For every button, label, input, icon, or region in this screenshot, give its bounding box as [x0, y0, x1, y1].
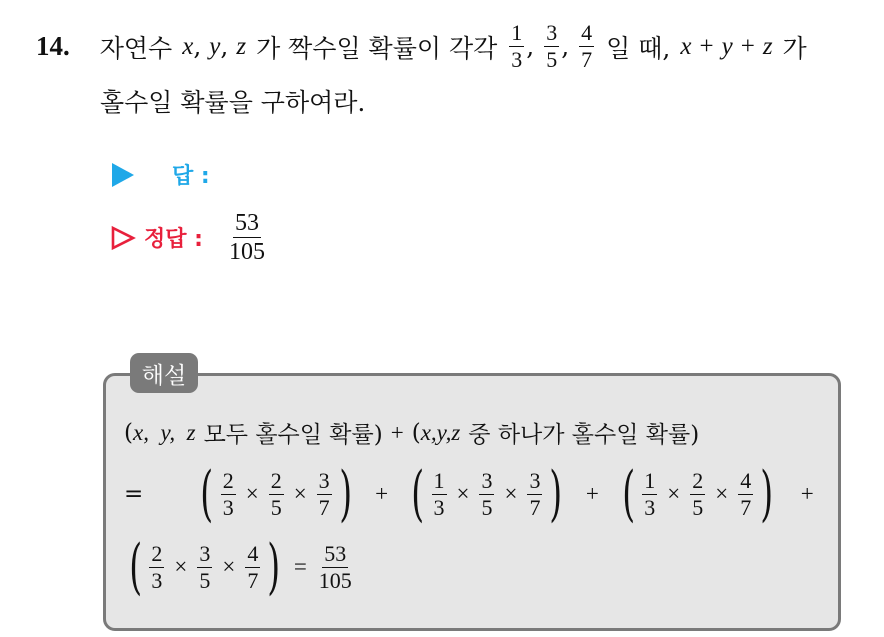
question-text-prefix: 자연수	[99, 33, 173, 63]
plus-sign: +	[800, 481, 814, 506]
var-y: y	[209, 32, 221, 60]
times-sign: ×	[222, 554, 236, 579]
answer-label: 답 :	[172, 164, 210, 189]
term3-f3: $\frac{4}{7}$	[740, 467, 752, 520]
question-number: 14.	[36, 31, 70, 61]
correct-answer-row	[110, 211, 269, 264]
question-line-2: 홀수일 확률을 구하여라.	[100, 88, 366, 117]
question-text-end: 가	[782, 33, 807, 63]
left-paren: (	[129, 532, 143, 602]
term4-f3: $\frac{4}{7}$	[247, 540, 259, 593]
prob-fraction-x: $\frac{1}{3}$	[511, 20, 523, 72]
equals-sign: =	[293, 554, 307, 579]
term2-f3: $\frac{3}{7}$	[529, 467, 541, 520]
times-sign: ×	[456, 481, 470, 506]
comma: ,	[220, 32, 229, 61]
question-text-mid: 가 짝수일 확률이 각각	[256, 33, 498, 63]
sum-z: z	[762, 32, 773, 60]
solution-vars-2: x,y,z	[420, 419, 461, 445]
plus-sign: +	[585, 481, 599, 506]
comma: ,	[526, 32, 535, 61]
times-sign: ×	[174, 554, 188, 579]
correct-answer-fraction: $\frac{53}{105}$	[228, 210, 265, 265]
solution-result-fraction: $\frac{53}{105}$	[318, 540, 352, 593]
correct-answer-label: 정답 :	[144, 227, 203, 252]
times-sign: ×	[715, 481, 729, 506]
var-x: x	[182, 32, 194, 60]
answer-row	[112, 159, 210, 190]
term4-f1: $\frac{2}{3}$	[151, 540, 163, 593]
sum-y: y	[721, 32, 733, 60]
term4-f2: $\frac{3}{5}$	[199, 540, 211, 593]
right-paren: )	[549, 459, 563, 529]
question-line-1	[36, 22, 807, 71]
solution-plus: +	[390, 419, 404, 445]
right-paren: )	[267, 532, 281, 602]
term3-f1: $\frac{1}{3}$	[644, 467, 656, 520]
outline-triangle-icon	[110, 225, 136, 251]
comma: ,	[561, 32, 570, 61]
solution-vars-1: x, y, z	[132, 419, 196, 445]
term1-f2: $\frac{2}{5}$	[270, 467, 282, 520]
solution-line-1	[124, 416, 699, 449]
times-sign: ×	[293, 481, 307, 506]
term1-f3: $\frac{3}{7}$	[318, 467, 330, 520]
times-sign: ×	[504, 481, 518, 506]
left-paren: (	[411, 459, 425, 529]
open-paren: (	[124, 419, 133, 446]
play-triangle-icon	[112, 163, 134, 187]
equals-sign: =	[124, 481, 144, 507]
right-paren: )	[760, 459, 774, 529]
term1-f1: $\frac{2}{3}$	[222, 467, 234, 520]
solution-line-2	[124, 459, 814, 529]
left-paren: (	[622, 459, 636, 529]
right-paren: )	[338, 459, 352, 529]
comma: ,	[193, 32, 202, 61]
prob-fraction-y: $\frac{3}{5}$	[546, 20, 558, 72]
question-text-when: 일 때,	[606, 33, 671, 63]
times-sign: ×	[667, 481, 681, 506]
sum-plus: +	[740, 32, 755, 60]
term2-f2: $\frac{3}{5}$	[481, 467, 493, 520]
var-z: z	[236, 32, 247, 60]
term3-f2: $\frac{2}{5}$	[692, 467, 704, 520]
left-paren: (	[200, 459, 214, 529]
solution-line-3	[124, 532, 356, 602]
solution-text-2: 중 하나가 홀수일 확률)	[468, 422, 700, 448]
solution-tag: 해설	[130, 353, 198, 393]
term2-f1: $\frac{1}{3}$	[433, 467, 445, 520]
plus-sign: +	[375, 481, 389, 506]
solution-text-1: 모두 홀수일 확률)	[203, 422, 383, 448]
sum-plus: +	[699, 32, 714, 60]
open-paren: (	[411, 419, 421, 446]
sum-x: x	[680, 32, 692, 60]
times-sign: ×	[245, 481, 259, 506]
prob-fraction-z: $\frac{4}{7}$	[581, 20, 593, 72]
